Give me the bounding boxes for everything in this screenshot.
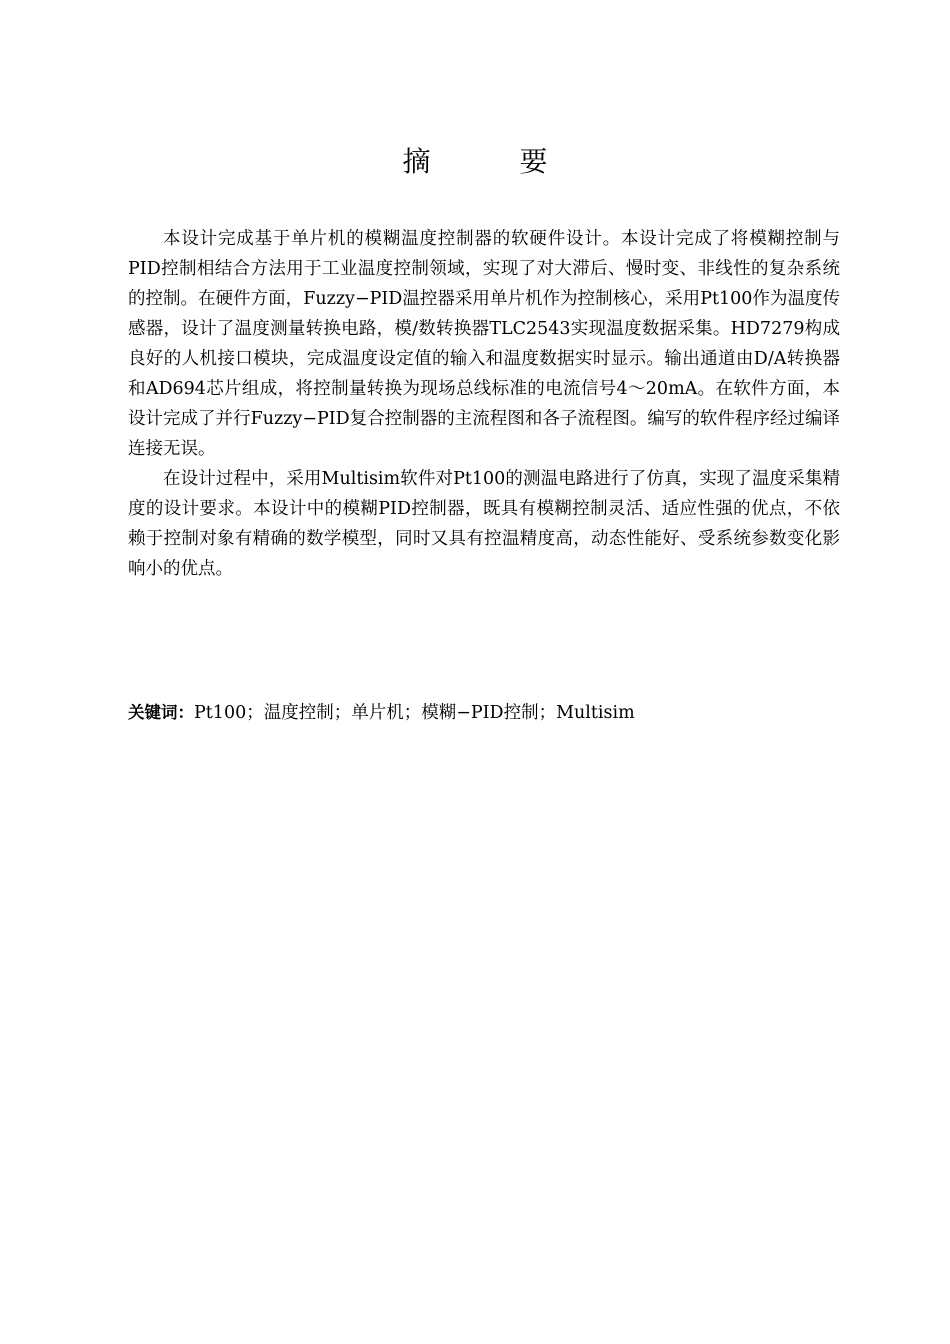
keywords-label: 关键词：	[128, 703, 194, 722]
abstract-paragraph: 在设计过程中，采用Multisim软件对Pt100的测温电路进行了仿真，实现了温度采集精度的设计要求。本设计中的模糊PID控制器，既具有模糊控制灵活、适应性强的优点，不依赖于控制对象有精确的数学模型，同时又具有控温精度高，动态性能好、受系统参数变化影响小的优点。	[128, 469, 840, 579]
keywords-text: Pt100；温度控制；单片机；模糊−PID控制；Multisim	[194, 703, 635, 723]
keywords-line	[128, 698, 840, 728]
abstract-body	[128, 224, 840, 584]
abstract-paragraph: 本设计完成基于单片机的模糊温度控制器的软硬件设计。本设计完成了将模糊控制与PID控制相结合方法用于工业温度控制领域，实现了对大滞后、慢时变、非线性的复杂系统的控制。在硬件方面，Fuzzy−PID温控器采用单片机作为控制核心，采用Pt100作为温度传感器，设计了温度测量转换电路，模/数转换器TLC2543实现温度数据采集。HD7279构成良好的人机接口模块，完成温度设定值的输入和温度数据实时显示。输出通道由D/A转换器和AD694芯片组成，将控制量转换为现场总线标准的电流信号4～20mA。在软件方面，本设计完成了并行Fuzzy−PID复合控制器的主流程图和各子流程图。编写的软件程序经过编译连接无误。	[128, 229, 840, 459]
page-title: 摘 要	[402, 145, 588, 178]
